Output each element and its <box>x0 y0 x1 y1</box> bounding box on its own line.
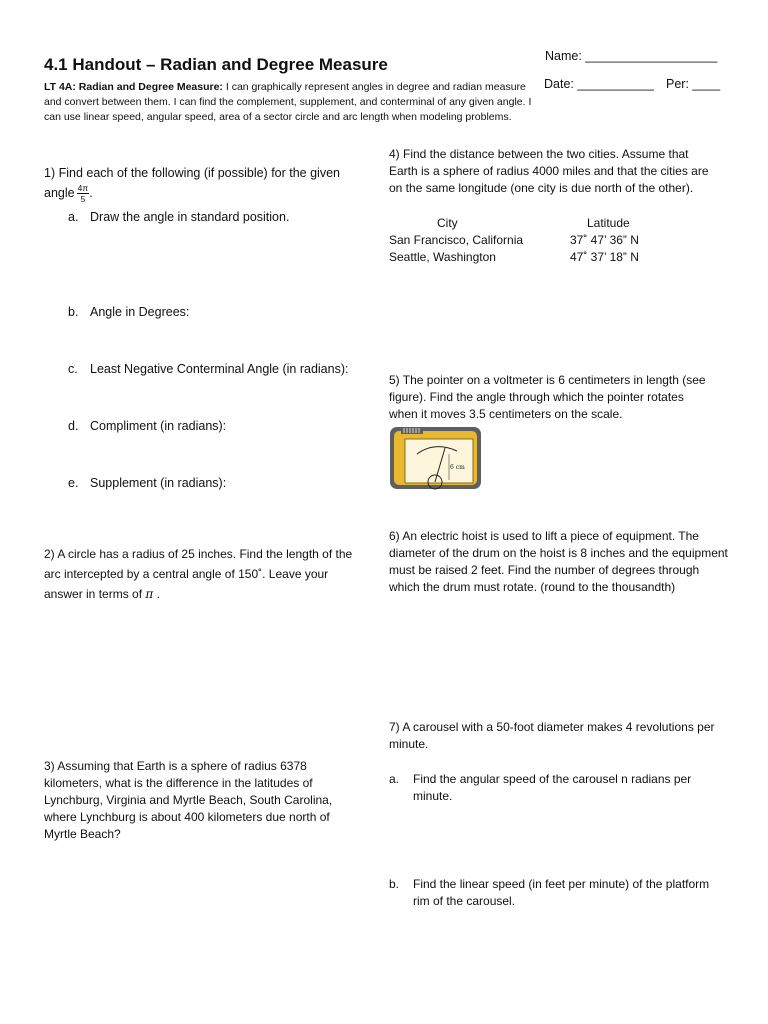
q1-item-b <box>68 305 189 319</box>
q1-item-text: Angle in Degrees: <box>90 305 190 319</box>
q4-city-name: San Francisco, California <box>389 233 524 247</box>
voltmeter-illustration <box>389 424 483 490</box>
q1-line1: 1) Find each of the following (if possible) for the given <box>44 166 340 180</box>
period-field: Per: ____ <box>666 77 721 91</box>
q4-table-header <box>389 215 719 232</box>
voltmeter-figure <box>389 424 483 490</box>
q4-prompt: 4) Find the distance between the two cities. Assume that Earth is a sphere of radius 4000 miles and that the cities are on the same longitude (one city is due north of the other). <box>389 147 709 195</box>
q2-prompt <box>44 544 379 604</box>
q4-col-latitude: Latitude <box>587 216 630 230</box>
q7-item-a <box>389 771 719 805</box>
q4-city-latitude: 37˚ 47’ 36” N <box>570 233 639 247</box>
name-field: Name: ___________________ <box>545 49 718 63</box>
q2-line3 <box>44 584 379 604</box>
q1-line2-suffix: . <box>89 186 93 200</box>
q1-item-letter: c. <box>68 362 78 376</box>
q1-item-a <box>68 210 289 224</box>
q1-item-letter: e. <box>68 476 79 490</box>
q7-prompt: 7) A carousel with a 50-foot diameter makes 4 revolutions per minute. <box>389 720 715 751</box>
q2-line3-prefix: answer in terms of <box>44 587 146 601</box>
q2-line3-suffix: . <box>153 587 160 601</box>
q1-item-c <box>68 362 348 376</box>
q3-prompt: 3) Assuming that Earth is a sphere of radius 6378 kilometers, what is the difference in the latitudes of Lynchburg, Virginia and Myrtle Beach, South Carolina, where Lynchburg is about 400 kilometers due north of Myrtle Beach? <box>44 759 333 841</box>
q4-city-name: Seattle, Washington <box>389 250 496 264</box>
q1-frac-numerator: 4π <box>77 183 89 194</box>
q1-item-letter: b. <box>68 305 79 319</box>
page-title: 4.1 Handout – Radian and Degree Measure <box>44 55 388 74</box>
q1-item-letter: d. <box>68 419 79 433</box>
q7-item-letter: b. <box>389 877 400 891</box>
q1-angle-fraction <box>77 183 93 205</box>
q7-item-text: Find the linear speed (in feet per minute) of the platform rim of the carousel. <box>413 877 710 908</box>
pi-symbol: π <box>145 587 154 601</box>
q1-item-text: Supplement (in radians): <box>90 476 227 490</box>
q7-item-text: Find the angular speed of the carousel n radians per minute. <box>413 772 692 803</box>
q1-prompt <box>44 163 384 204</box>
q1-item-text: Least Negative Conterminal Angle (in radians): <box>90 362 349 376</box>
q5-prompt: 5) The pointer on a voltmeter is 6 centimeters in length (see figure). Find the angle through which the pointer rotates when it moves 3.5 centimeters on the scale. <box>389 373 706 421</box>
q1-item-d <box>68 419 226 433</box>
learning-target-label: LT 4A: Radian and Degree Measure: <box>44 81 223 93</box>
table-row <box>389 232 719 249</box>
q4-city-latitude: 47˚ 37’ 18” N <box>570 250 639 264</box>
q4-city-table <box>389 215 719 266</box>
q1-frac-denominator: 5 <box>80 194 86 205</box>
q7-item-letter: a. <box>389 772 400 786</box>
learning-target <box>44 80 534 125</box>
q2-line2: arc intercepted by a central angle of 150˚. Leave your <box>44 567 329 581</box>
q4-col-city: City <box>437 216 458 230</box>
q1-item-text: Draw the angle in standard position. <box>90 210 290 224</box>
q6-prompt: 6) An electric hoist is used to lift a piece of equipment. The diameter of the drum on the hoist is 8 inches and the equipment must be raised 2 feet. Find the number of degrees through which the drum must rotate. (round to the thousandth) <box>389 529 728 594</box>
q1-angle-label: angle <box>44 186 75 200</box>
q1-item-letter: a. <box>68 210 79 224</box>
q7-item-b <box>389 876 719 910</box>
q1-line2 <box>44 183 384 204</box>
learning-target-text: I can graphically represent angles in degree and radian measure and convert between them. I can find the complement, supplement, and conterminal of any given angle. I can use linear speed, angular speed, area of a sector circle and arc length when modeling problems. <box>44 81 532 123</box>
q1-item-e <box>68 476 226 490</box>
voltmeter-label: 6 cm <box>450 464 465 471</box>
table-row <box>389 249 719 266</box>
date-field: Date: ___________ <box>544 77 654 91</box>
q2-line1: 2) A circle has a radius of 25 inches. Find the length of the <box>44 547 353 561</box>
q1-item-text: Compliment (in radians): <box>90 419 227 433</box>
